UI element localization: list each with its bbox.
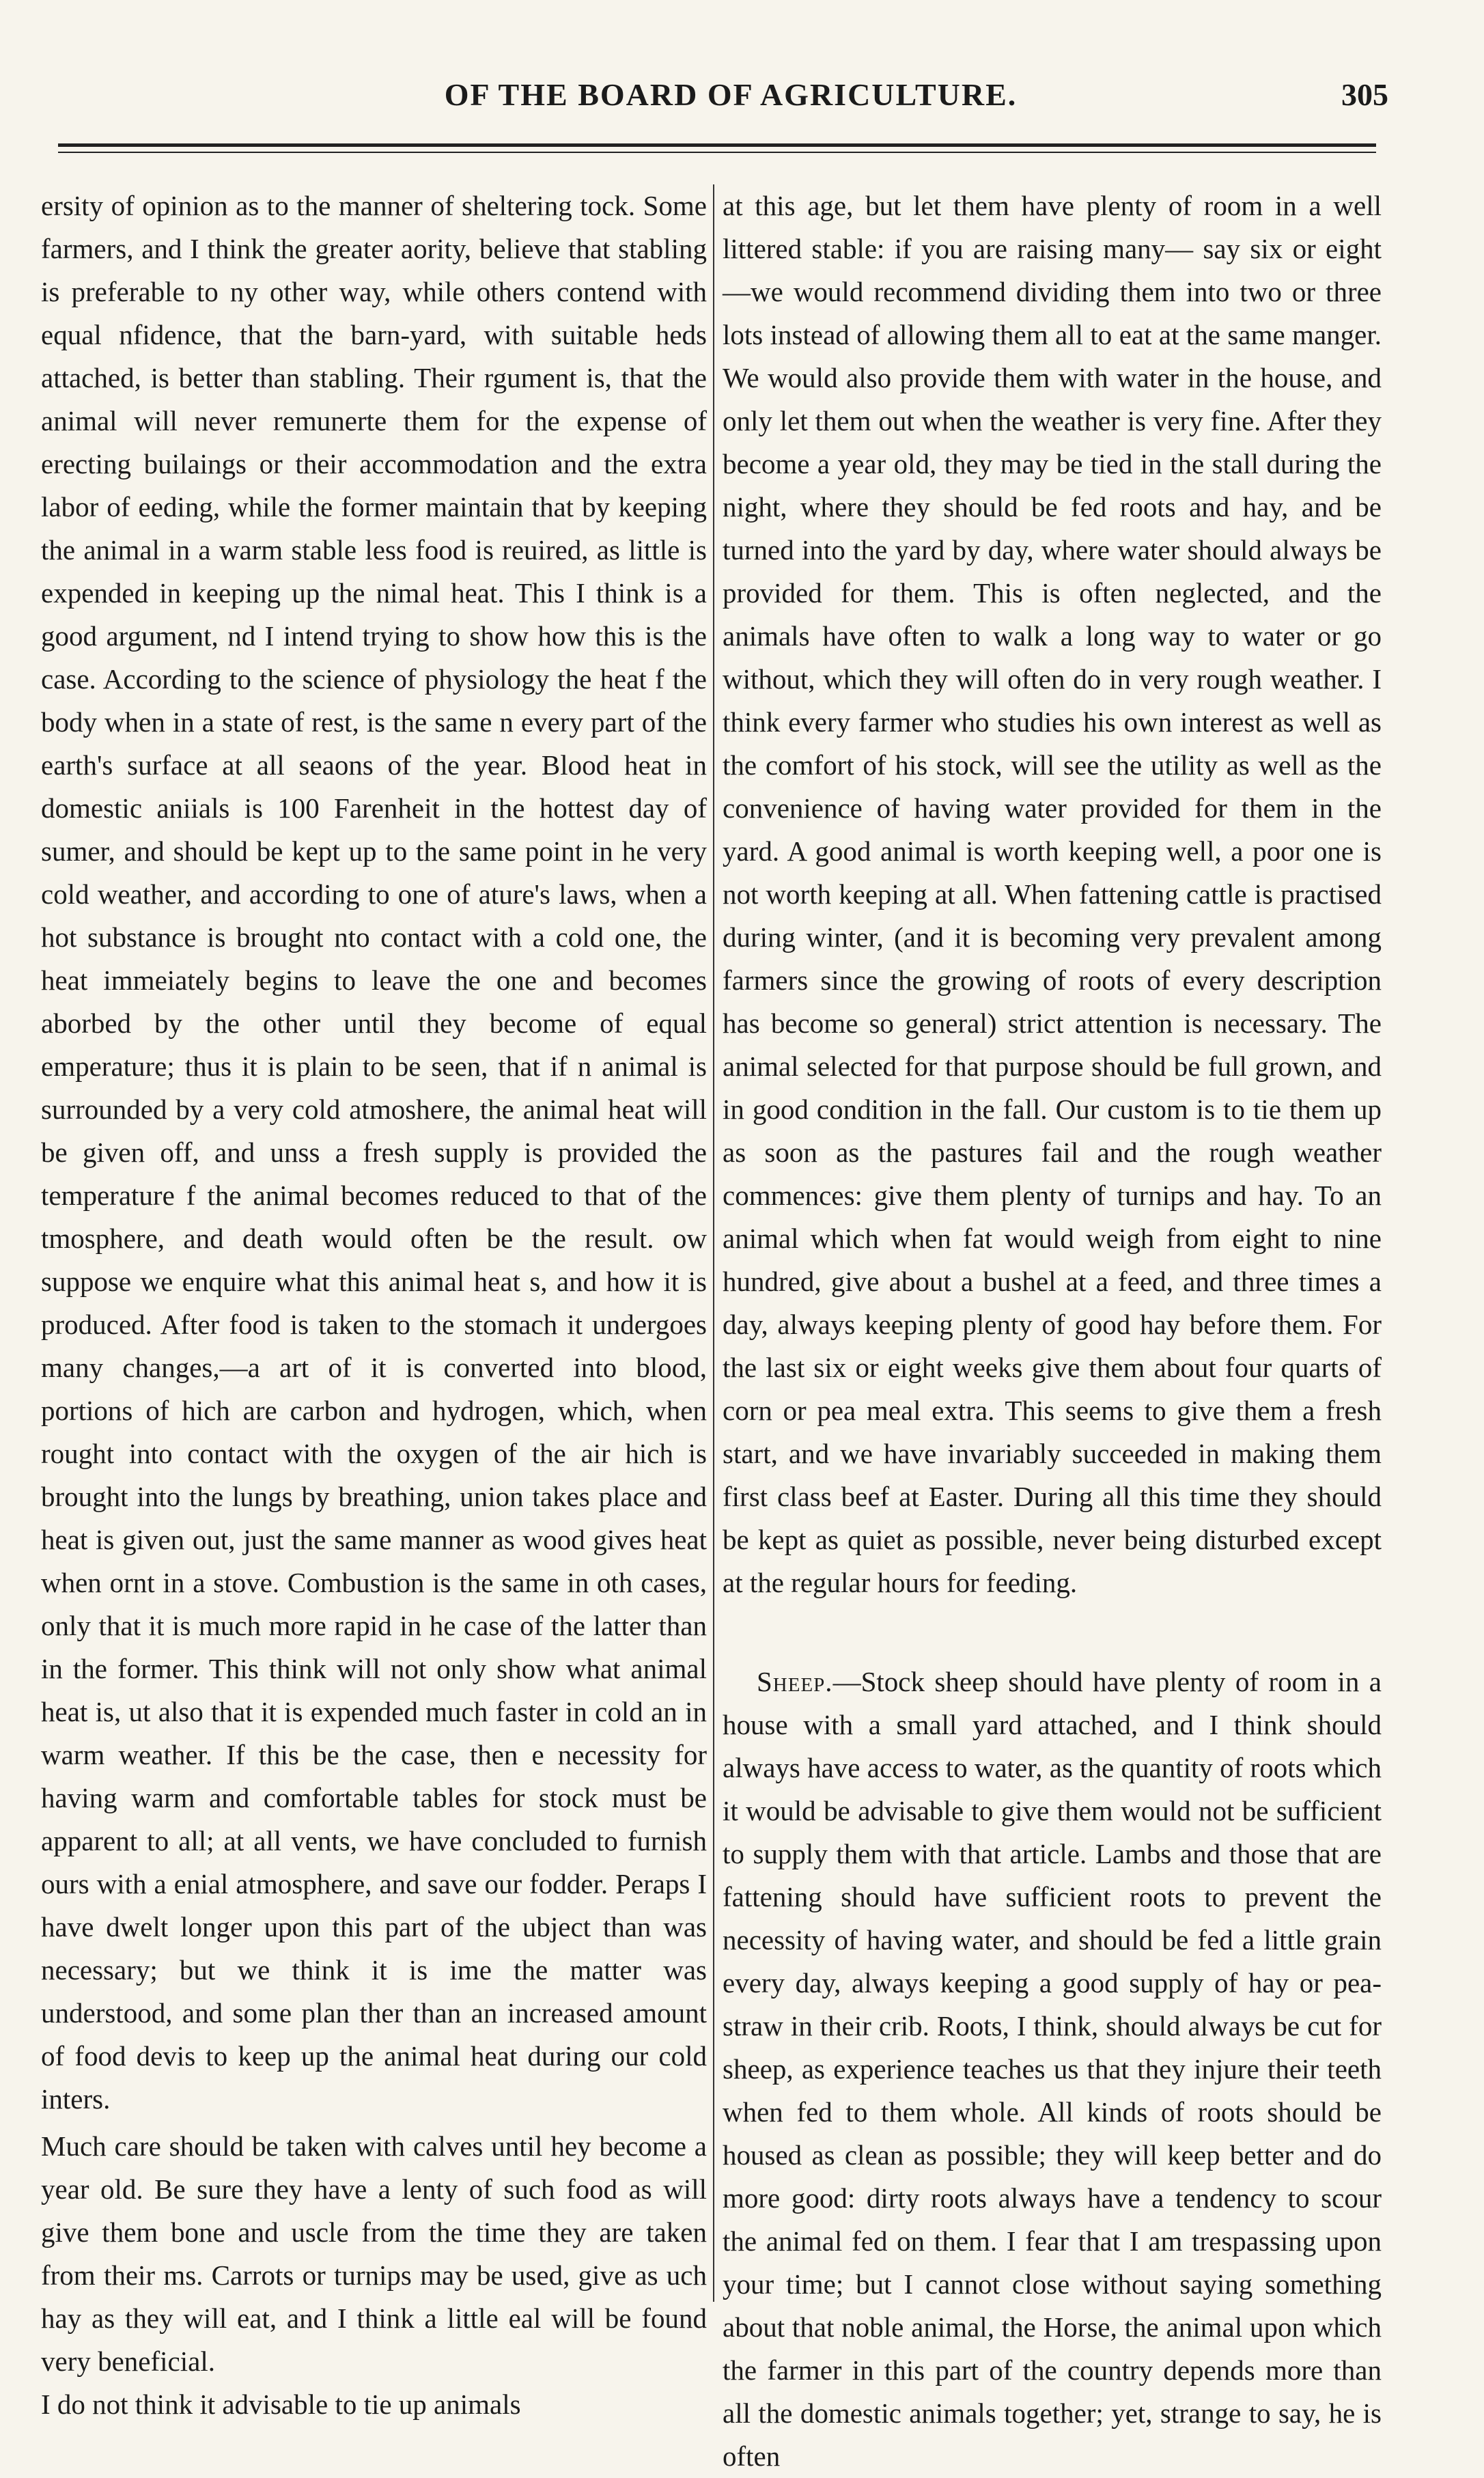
running-header (0, 76, 1484, 117)
left-paragraph-calves: Much care should be taken with calves until hey become a year old. Be sure they have a lenty of such food as will give them bone and uscle from the time they are taken from their ms. Carrots or turnips may be used, give as uch hay as they will eat, and I think a little eal will be found very beneficial. (41, 2130, 707, 2377)
page-title: OF THE BOARD OF AGRICULTURE. (444, 77, 1018, 112)
right-column (723, 184, 1382, 2478)
left-paragraph-tie-up: I do not think it advisable to tie up animals (41, 2389, 521, 2420)
right-paragraph-sheep (723, 1660, 1382, 2478)
header-rule-thin (58, 152, 1376, 153)
sheep-body: —Stock sheep should have plenty of room in a house with a small yard attached, and I think should always have access to water, as the quantity of roots which it would be advisable to give them would not be sufficient to supply them with that article. Lambs and those that are fattening should have sufficient roots to prevent the necessity of having water, and should be fed a little grain every day, always keeping a good supply of hay or pea-straw in their crib. Roots, I think, should always be cut for sheep, as experience teaches us that they injure their teeth when fed to them whole. All kinds of roots should be housed as clean as possible; they will keep better and do more good: dirty roots always have a tendency to scour the animal fed on them. I fear that I am trespassing upon your time; but I cannot close without saying something about that noble animal, the Horse, the animal upon which the farmer in this part of the country depends more than all the domestic animals together; yet, strange to say, he is often (723, 1666, 1382, 2472)
column-divider (713, 184, 714, 2302)
left-column (41, 184, 707, 2426)
page-number: 305 (1341, 77, 1388, 112)
sheep-heading: Sheep. (757, 1666, 833, 1697)
left-paragraph-shelter: ersity of opinion as to the manner of sheltering tock. Some farmers, and I think the greater aority, believe that stabling is preferable to ny other way, while others contend with equal nfidence, that the barn-yard, with suitable heds attached, is better than stabling. Their rgument is, that the animal will never remunerte them for the expense of erecting builaings or their accommodation and the extra labor of eeding, while the former maintain that by keeping the animal in a warm stable less food is reuired, as little is expended in keeping up the nimal heat. This I think is a good argument, nd I intend trying to show how this is the case. According to the science of physiology the heat f the body when in a state of rest, is the same n every part of the earth's surface at all seaons of the year. Blood heat in domestic aniials is 100 Farenheit in the hottest day of sumer, and should be kept up to the same point in he very cold weather, and according to one of ature's laws, when a hot substance is brought nto contact with a cold one, the heat immeiately begins to leave the one and becomes aborbed by the other until they become of equal emperature; thus it is plain to be seen, that if n animal is surrounded by a very cold atmoshere, the animal heat will be given off, and unss a fresh supply is provided the temperature f the animal becomes reduced to that of the tmosphere, and death would often be the result. ow suppose we enquire what this animal heat s, and how it is produced. After food is taken to the stomach it undergoes many changes,—a art of it is converted into blood, portions of hich are carbon and hydrogen, which, when rought into contact with the oxygen of the air hich is brought into the lungs by breathing, union takes place and heat is given out, just the same manner as wood gives heat when ornt in a stove. Combustion is the same in oth cases, only that it is much more rapid in he case of the latter than in the former. This think will not only show what animal heat is, ut also that it is expended much faster in cold an in warm weather. If this be the case, then e necessity for having warm and comfortable tables for stock must be apparent to all; at all vents, we have concluded to furnish ours with a enial atmosphere, and save our fodder. Peraps I have dwelt longer upon this part of the ubject than was necessary; but we think it is ime the matter was understood, and some plan ther than an increased amount of food devis to keep up the animal heat during our cold inters. (41, 190, 707, 2115)
right-paragraph-stabling: at this age, but let them have plenty of room in a well littered stable: if you are raising many— say six or eight—we would recommend dividing them into two or three lots instead of allowing them all to eat at the same manger. We would also provide them with water in the house, and only let them out when the weather is very fine. After they become a year old, they may be tied in the stall during the night, where they should be fed roots and hay, and be turned into the yard by day, where water should always be provided for them. This is often neglected, and the animals have often to walk a long way to water or go without, which they will often do in very rough weather. I think every farmer who studies his own interest as well as the comfort of his stock, will see the utility as well as the convenience of having water provided for them in the yard. A good animal is worth keeping well, a poor one is not worth keeping at all. When fattening cattle is practised during winter, (and it is becoming very prevalent among farmers since the growing of roots of every description has become so general) strict attention is necessary. The animal selected for that purpose should be full grown, and in good condition in the fall. Our custom is to tie them up as soon as the pastures fail and the rough weather commences: give them plenty of turnips and hay. To an animal which when fat would weigh from eight to nine hundred, give about a bushel at a feed, and three times a day, always keeping plenty of good hay before them. For the last six or eight weeks give them about four quarts of corn or pea meal extra. This seems to give them a fresh start, and we have invariably succeeded in making them first class beef at Easter. During all this time they should be kept as quiet as possible, never being disturbed except at the regular hours for feeding. (723, 190, 1382, 1598)
header-rule-thick (58, 143, 1376, 147)
